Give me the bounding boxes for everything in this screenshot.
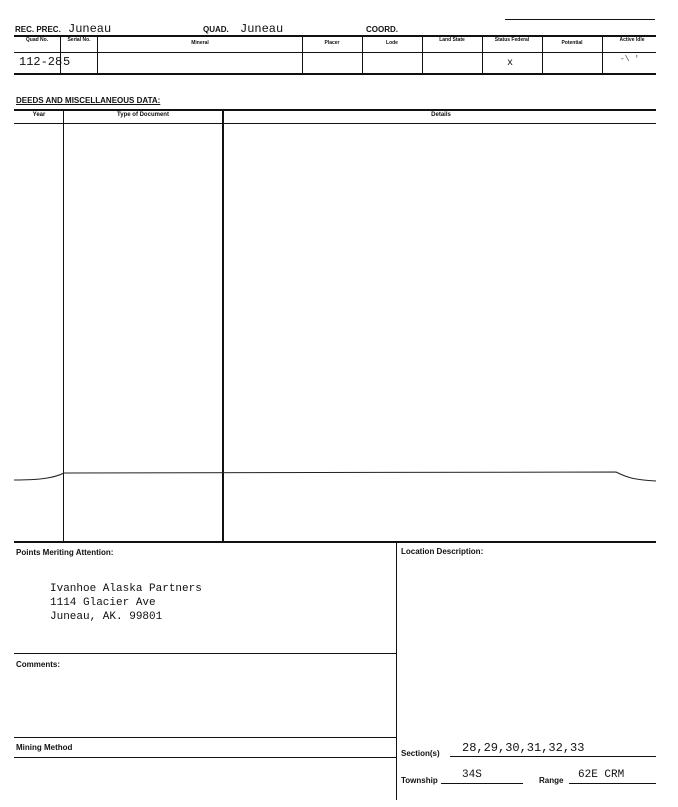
grid-bottom-rule (14, 73, 656, 75)
col-header-land-state: Land State (439, 37, 465, 43)
township-value: 34S (462, 769, 482, 781)
grid-top-rule (14, 35, 656, 37)
serial-no-value: 5 (63, 55, 71, 69)
grid-header-rule (14, 52, 656, 53)
deeds-bottom-rule (14, 541, 656, 543)
col-header-lode: Lode (386, 40, 398, 46)
address-line: Ivanhoe Alaska Partners (50, 583, 202, 595)
rec-prec-label: REC. PREC. (15, 25, 61, 34)
mining-method-rule (14, 757, 396, 758)
sections-value: 28,29,30,31,32,33 (462, 741, 585, 755)
grid-col-divider (97, 36, 98, 73)
col-header-serial-no: Serial No. (67, 37, 91, 43)
grid-col-divider (302, 36, 303, 73)
deeds-top-rule (14, 109, 656, 111)
mining-top-rule (14, 737, 396, 738)
location-description-label: Location Description: (401, 547, 484, 556)
township-label: Township (401, 776, 438, 785)
quad-label: QUAD. (203, 25, 229, 34)
lower-divider (396, 542, 397, 800)
grid-col-divider (362, 36, 363, 73)
quad-no-value: 112-28 (19, 55, 63, 69)
page-join-line (0, 462, 678, 488)
rec-prec-value: Juneau (68, 22, 112, 36)
grid-col-divider (482, 36, 483, 73)
coord-rule (505, 19, 655, 20)
address-line: Juneau, AK. 99801 (50, 611, 163, 623)
sections-rule (450, 756, 656, 757)
col-header-active-idle: Active Idle (619, 37, 645, 43)
col-header-mineral: Mineral (191, 40, 209, 46)
range-value: 62E CRM (578, 769, 625, 781)
sections-label: Section(s) (401, 749, 440, 758)
col-header-status-federal: Status Federal (494, 37, 530, 43)
active-idle-mark: -\ ' (620, 55, 640, 64)
address-line: 1114 Glacier Ave (50, 597, 156, 609)
col-header-potential: Potential (561, 40, 583, 46)
status-federal-mark: x (507, 58, 514, 69)
col-header-placer: Placer (324, 40, 340, 46)
grid-col-divider (542, 36, 543, 73)
deeds-header-rule (14, 123, 656, 124)
grid-col-divider (422, 36, 423, 73)
deeds-section-title: DEEDS AND MISCELLANEOUS DATA: (16, 96, 161, 105)
grid-col-divider (602, 36, 603, 73)
range-rule (569, 783, 656, 784)
mining-method-label: Mining Method (16, 743, 73, 752)
col-header-type-of-document: Type of Document (117, 112, 169, 118)
col-header-quad-no: Quad No. (25, 37, 49, 43)
comments-label: Comments: (16, 660, 61, 669)
coord-label: COORD. (366, 25, 398, 34)
col-header-details: Details (431, 112, 451, 118)
points-meriting-attention-label: Points Meriting Attention: (16, 548, 114, 557)
points-address (50, 582, 202, 624)
col-header-year: Year (32, 112, 46, 118)
township-rule (441, 783, 523, 784)
range-label: Range (539, 776, 564, 785)
comments-top-rule (14, 653, 396, 654)
quad-value: Juneau (240, 22, 284, 36)
